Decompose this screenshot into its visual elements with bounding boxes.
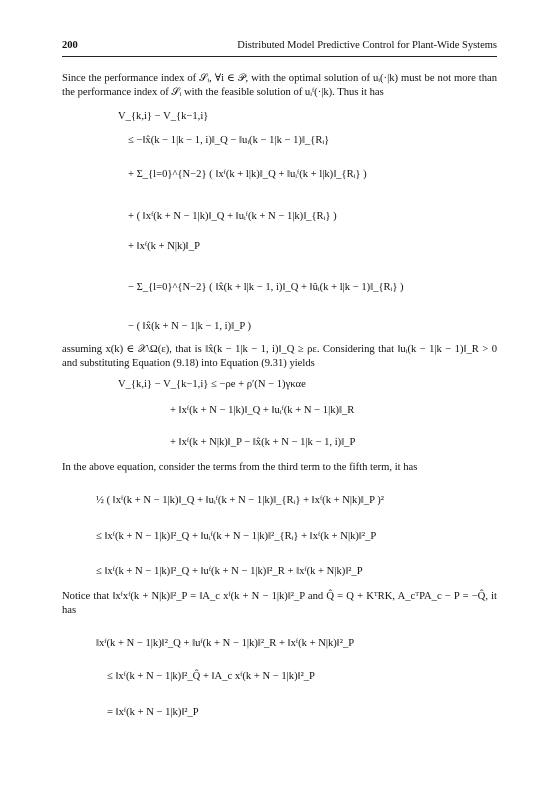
eq1-line-1: V_{k,i} − V_{k−1,i} <box>118 111 209 122</box>
header-rule <box>62 56 497 57</box>
eq2-line-1: V_{k,i} − V_{k−1,i} ≤ −ρe + ρ′(N − 1)γκαe <box>118 379 306 390</box>
paragraph-2: assuming x(k) ∈ 𝒳\Ω(ε), that is ‖x̂(k − 1|k − 1, i)‖_Q ≥ ρε. Considering that ‖uᵢ(k − 1|k − 1)‖_R > 0 and substituting Equation (9.18) into Equation (9.31) yields <box>62 344 497 369</box>
eq1-line-4: + ( ‖xᶠ(k + N − 1|k)‖_Q + ‖uᵢᶠ(k + N − 1|k)‖_{Rᵢ} ) <box>128 211 337 222</box>
eq1-line-7: − ( ‖x̂(k + N − 1|k − 1, i)‖_P ) <box>128 321 252 332</box>
page-header <box>62 40 497 56</box>
eq2-line-2: + ‖xᶠ(k + N − 1|k)‖_Q + ‖uᵢᶠ(k + N − 1|k)‖_R <box>170 405 355 416</box>
paragraph-1: Since the performance index of 𝒮ᵢ, ∀i ∈ 𝒫, with the optimal solution of uᵢ(·|k) must be not more than the performance index of 𝒮ᵢ with the feasible solution of uᵢᶠ(·|k). Thus it has <box>62 73 497 98</box>
page-number: 200 <box>62 40 78 51</box>
running-title: Distributed Model Predictive Control for Plant-Wide Systems <box>237 40 497 51</box>
eq1-line-3: + Σ_{l=0}^{N−2} ( ‖xᶠ(k + l|k)‖_Q + ‖uᵢᶠ(k + l|k)‖_{Rᵢ} ) <box>128 169 367 180</box>
eq1-line-2: ≤ −‖x̂(k − 1|k − 1, i)‖_Q − ‖uᵢ(k − 1|k − 1)‖_{Rᵢ} <box>128 135 330 146</box>
eq3-line-3: ≤ ‖xᶠ(k + N − 1|k)‖²_Q + ‖uᶠ(k + N − 1|k)‖²_R + ‖xᶠ(k + N|k)‖²_P <box>96 566 363 577</box>
paragraph-4: Notice that ‖xᶠxᶠ(k + N|k)‖²_P = ‖A_c xᶠ(k + N − 1|k)‖²_P and Q̂ = Q + KᵀRK, A_cᵀPA_c − P = −Q̂, it has <box>62 591 497 616</box>
paragraph-3: In the above equation, consider the terms from the third term to the fifth term, it has <box>62 462 418 473</box>
eq1-line-6: − Σ_{l=0}^{N−2} ( ‖x̂(k + l|k − 1, i)‖_Q + ‖ûᵢ(k + l|k − 1)‖_{Rᵢ} ) <box>128 282 404 293</box>
eq4-line-3: = ‖xᶠ(k + N − 1|k)‖²_P <box>107 707 199 718</box>
eq3-line-1: ½ ( ‖xᶠ(k + N − 1|k)‖_Q + ‖uᵢᶠ(k + N − 1|k)‖_{Rᵢ} + ‖xᶠ(k + N|k)‖_P )² <box>96 495 384 506</box>
eq3-line-2: ≤ ‖xᶠ(k + N − 1|k)‖²_Q + ‖uᵢᶠ(k + N − 1|k)‖²_{Rᵢ} + ‖xᶠ(k + N|k)‖²_P <box>96 531 377 542</box>
eq4-line-2: ≤ ‖xᶠ(k + N − 1|k)‖²_Q̂ + ‖A_c xᶠ(k + N − 1|k)‖²_P <box>107 671 315 682</box>
eq2-line-3: + ‖xᶠ(k + N|k)‖_P − ‖x̂(k + N − 1|k − 1, i)‖_P <box>170 437 356 448</box>
eq4-line-1: ‖xᶠ(k + N − 1|k)‖²_Q + ‖uᶠ(k + N − 1|k)‖²_R + ‖xᶠ(k + N|k)‖²_P <box>96 638 355 649</box>
eq1-line-5: + ‖xᶠ(k + N|k)‖_P <box>128 241 200 252</box>
